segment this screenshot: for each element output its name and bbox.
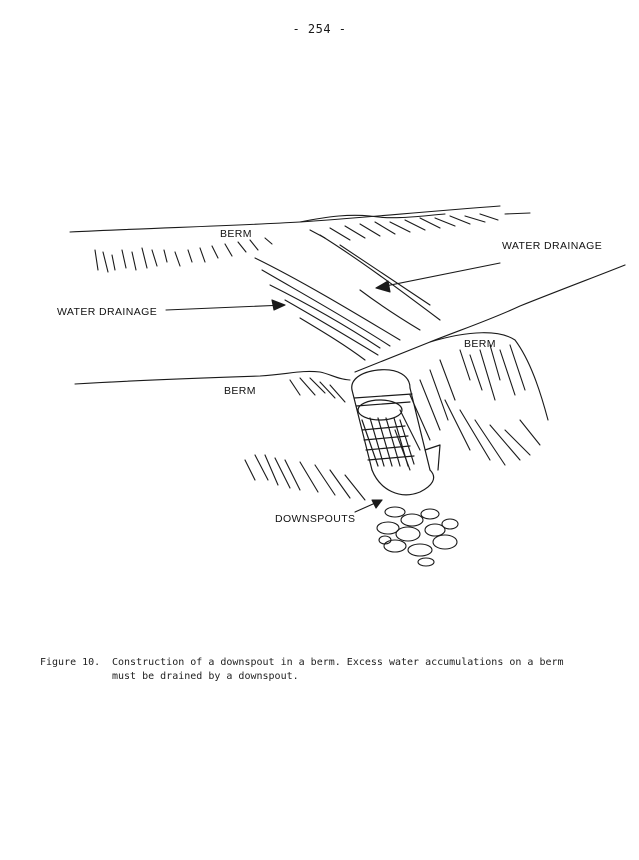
label-water-drainage-left: WATER DRAINAGE bbox=[57, 306, 158, 318]
label-berm-left: BERM bbox=[224, 385, 256, 397]
label-downspouts: DOWNSPOUTS bbox=[275, 513, 356, 525]
right-berm-hatching bbox=[395, 345, 540, 470]
upper-berm-dash bbox=[505, 213, 530, 214]
label-berm-right: BERM bbox=[464, 338, 496, 350]
figure-caption bbox=[40, 656, 610, 684]
page-number: - 254 - bbox=[292, 22, 347, 36]
arrow-water-drainage-right bbox=[376, 263, 500, 292]
label-water-drainage-right: WATER DRAINAGE bbox=[502, 240, 603, 252]
lower-left-berm-line bbox=[75, 371, 350, 384]
caption-prefix: Figure 10. bbox=[40, 657, 101, 668]
caption-text: Construction of a downspout in a berm. Excess water accumulations on a berm must be drained by a downspout. bbox=[112, 657, 564, 682]
arrow-water-drainage-left bbox=[166, 300, 285, 310]
left-berm-hatching bbox=[245, 378, 365, 500]
right-berm-line bbox=[355, 265, 625, 372]
upper-berm-line bbox=[70, 206, 500, 232]
arrow-downspouts bbox=[355, 500, 382, 512]
rocks-pile bbox=[377, 507, 458, 566]
label-berm-top: BERM bbox=[220, 228, 252, 240]
drainage-channel-lines bbox=[255, 235, 440, 360]
